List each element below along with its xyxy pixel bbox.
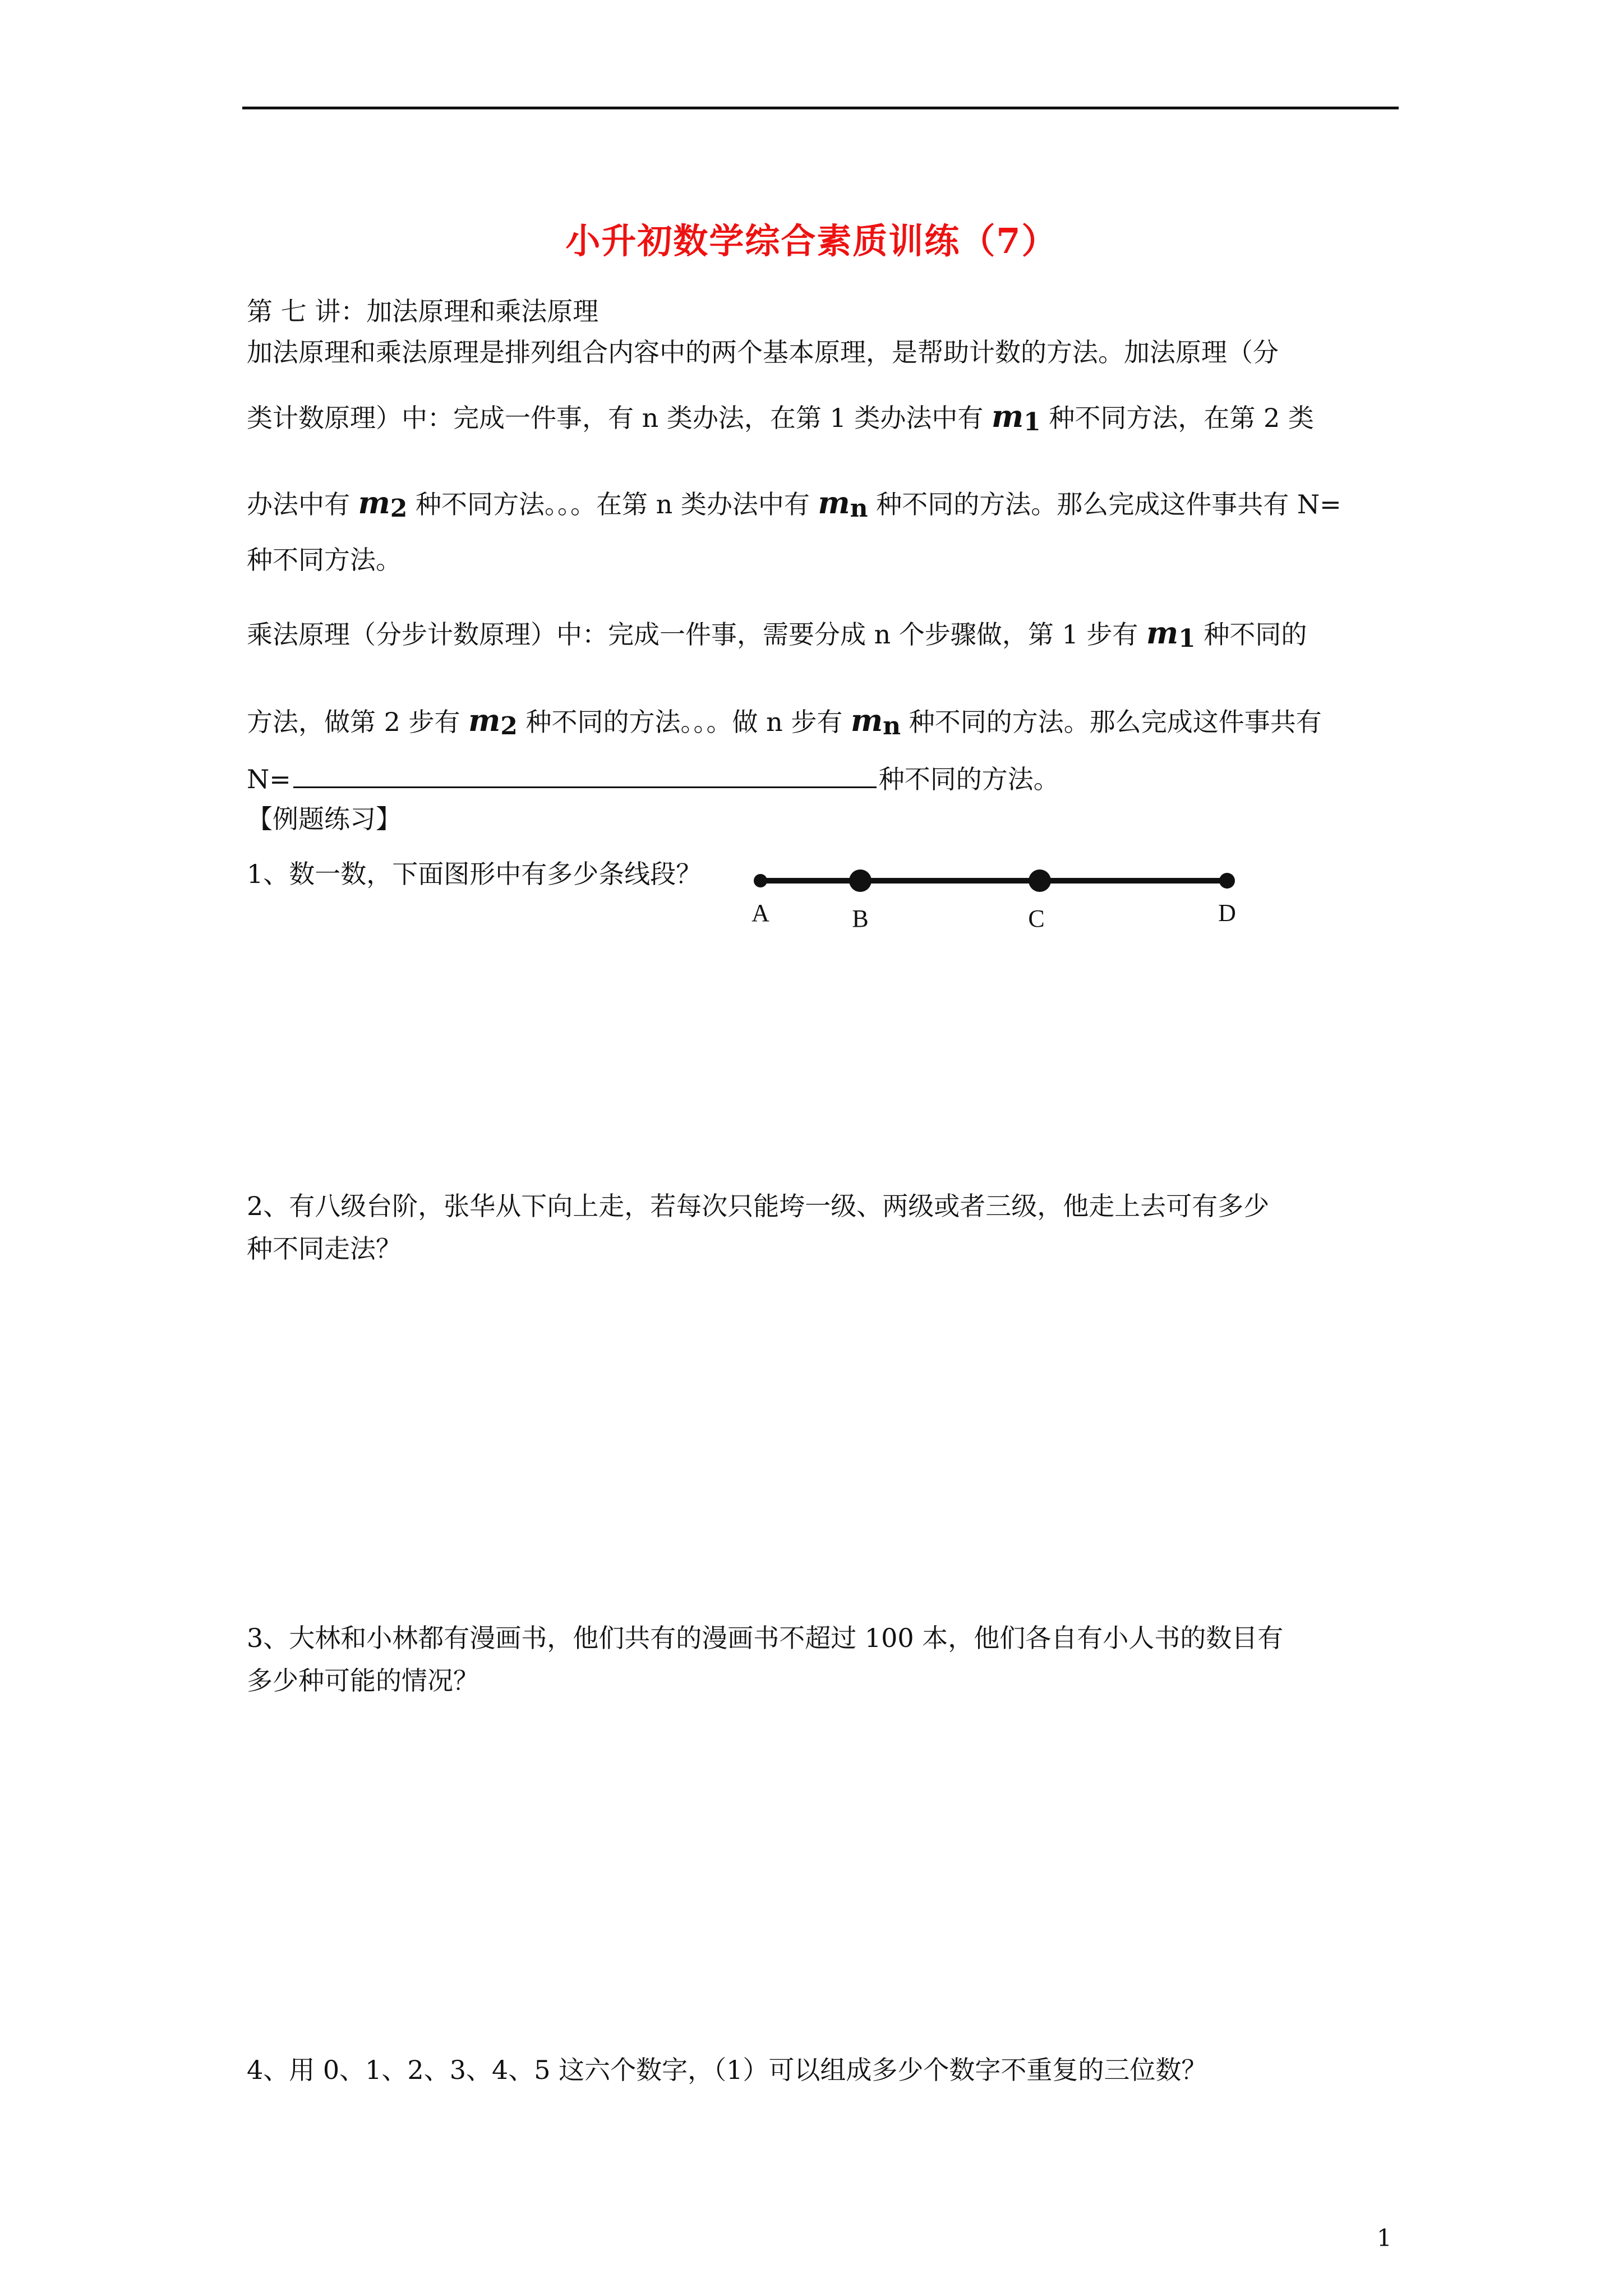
math-m2 [468,702,518,738]
mult-text: 种不同的方法。 [878,764,1059,794]
page-number: 1 [1377,2224,1392,2252]
line-segment-figure [740,853,1256,937]
mult-text: 种不同的方法。那么完成这件事共有 [909,707,1322,737]
mult-text: 种不同的 [1204,619,1307,650]
question-1: 1、数一数，下面图形中有多少条线段？ [247,859,702,889]
math-var: m [468,702,501,738]
mult-line-1 [247,616,1402,656]
intro-line-3 [247,486,1402,526]
math-var: m [992,398,1024,434]
math-mn [818,485,868,521]
math-m1 [992,398,1041,434]
intro-text: 类计数原理）中：完成一件事，有 n 类办法，在第 1 类办法中有 [247,403,984,433]
question-3-line-2: 多少种可能的情况？ [247,1665,479,1696]
point-d-label: D [1218,899,1236,927]
point-c-dot [1029,869,1051,892]
header-rule [242,107,1399,109]
point-b-label: B [852,905,869,932]
point-a-label: A [751,899,769,927]
intro-text: 种不同的方法。那么完成这件事共有 N= [876,489,1341,519]
intro-line-2 [247,399,1402,439]
math-sub: 2 [390,494,408,523]
math-var: m [851,702,883,738]
math-sub: 1 [1178,624,1196,653]
math-var: m [358,485,390,521]
question-3-line-1: 3、大林和小林都有漫画书，他们共有的漫画书不超过 100 本，他们各自有小人书的数目有 [247,1623,1284,1653]
intro-line-1: 加法原理和乘法原理是排列组合内容中的两个基本原理，是帮助计数的方法。加法原理（分 [247,337,1279,367]
lecture-heading: 第 七 讲：加法原理和乘法原理 [247,296,599,326]
math-m1 [1146,615,1196,651]
mult-text: 方法，做第 2 步有 [247,707,460,737]
point-c-label: C [1028,905,1045,932]
point-a-dot [754,874,767,887]
question-4: 4、用 0、1、2、3、4、5 这六个数字，（1）可以组成多少个数字不重复的三位数？ [247,2055,1207,2085]
math-var: m [818,485,850,521]
mult-text: 乘法原理（分步计数原理）中：完成一件事，需要分成 n 个步骤做，第 1 步有 [247,619,1138,650]
point-b-dot [849,869,872,892]
question-2-line-2: 种不同走法？ [247,1234,402,1264]
mult-line-2 [247,703,1402,743]
math-m2 [358,485,408,521]
math-sub: 1 [1023,408,1041,436]
math-sub: n [883,712,901,740]
intro-text: 种不同方法，在第 2 类 [1049,403,1314,433]
intro-text: 办法中有 [247,489,350,519]
point-d-dot [1219,873,1235,889]
answer-blank [293,761,877,788]
math-sub: n [850,494,868,523]
mult-line-3 [247,761,1402,796]
math-sub: 2 [500,712,518,740]
math-var: m [1146,615,1179,651]
page-title: 小升初数学综合素质训练（7） [565,220,1058,261]
math-mn [851,702,901,738]
mult-text: 种不同的方法。。。做 n 步有 [525,707,843,737]
intro-text: 种不同方法。。。在第 n 类办法中有 [416,489,810,519]
section-heading: 【例题练习】 [247,804,402,834]
question-2-line-1: 2、有八级台阶，张华从下向上走，若每次只能垮一级、两级或者三级，他走上去可有多少 [247,1191,1270,1221]
mult-text: N= [247,764,291,794]
intro-line-4: 种不同方法。 [247,545,402,575]
